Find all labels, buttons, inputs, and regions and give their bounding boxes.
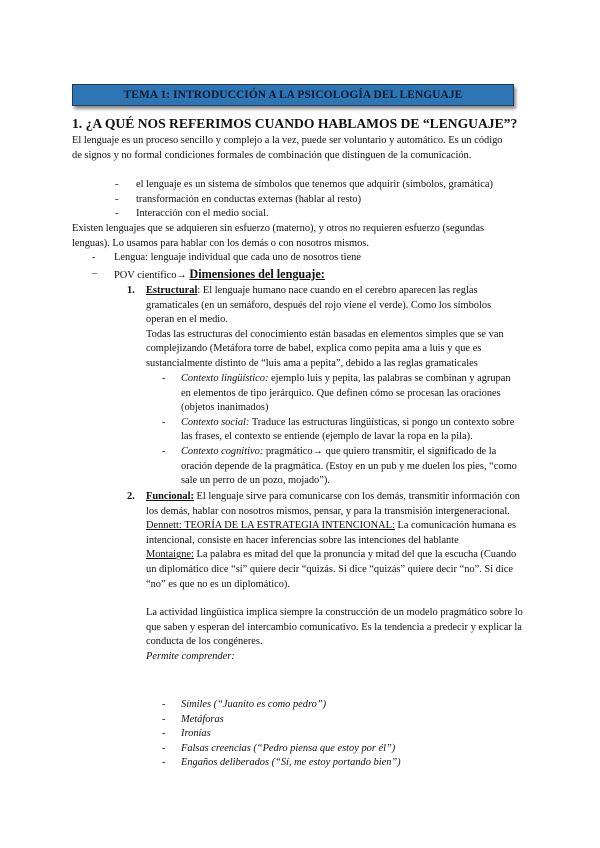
dimension-structural: Estructural: El lenguaje humano nace cuando en el cerebro aparecen las reglas gramaticales (en un semáforo, después del rojo viene el verde). Como los símbolos operan en el medio. Todas las estructuras del conocimiento están basadas en elementos simples que se van complejizando (Metáfora torre de babel, explica como pepita ama a luis y que es sustancialmente distinto de “luis ama a pepita”, debido a las reglas gramaticales bbox=[146, 284, 520, 372]
dimension-title: Estructural bbox=[146, 285, 198, 296]
list-item: - el lenguaje es un sistema de símbolos que tenemos que adquirir (símbolos, gramática) bbox=[115, 179, 493, 190]
list-item: - Contexto social: Traduce las estructuras lingüísticas, si pongo un contexto sobre las frases, el contexto se entiende (ejemplo de lavar la ropa en la pila). bbox=[162, 416, 515, 443]
list-item: - Lengua: lenguaje individual que cada uno de nosotros tiene bbox=[92, 252, 361, 263]
topic-title: TEMA 1: INTRODUCCIÓN A LA PSICOLOGÍA DEL LENGUAJE bbox=[123, 89, 463, 101]
montaigne-label: Montaigne: bbox=[146, 549, 194, 561]
dimension-functional: Funcional: El lenguaje sirve para comunicarse con los demás, transmitir información con los demás, hablar con nosotros mismos, pensar, y para la transmisión intergeneracional. Dennett: TEORÍA DE LA ESTRATEGIA INTENCIONAL: La comunicación humana es intencional, consiste en hacer inferencias sobre las intenciones del hablante Montaigne: La palabra es mitad del que la pronuncia y mitad del que la escucha (Cuando un diplomático dice “sí” quiere decir “quizás. Si dice “quizás” quiere decir “no”. Si dice “no” es que no es un diplomático). La actividad lingüística implica siempre la construcción de un modelo pragmático sobre lo que saben y esperan del intercambio comunicativo. Es la tendencia a predecir y explicar la conducta de los congéneres. Permite comprender: bbox=[146, 490, 526, 665]
dennett-label: Dennett: TEORÍA DE LA ESTRATEGIA INTENCIONAL: bbox=[146, 520, 395, 532]
list-item: – POV científico→ Dimensiones del lenguaje: bbox=[92, 266, 325, 281]
section-heading: 1. ¿A QUÉ NOS REFERIMOS CUANDO HABLAMOS DE “LENGUAJE”? bbox=[72, 116, 518, 131]
list-item: - Ironías bbox=[162, 728, 211, 740]
dimension-title: Funcional: bbox=[146, 491, 194, 502]
list-item: - Interacción con el medio social. bbox=[115, 208, 269, 220]
list-item: - Falsas creencias (“Pedro piensa que estoy por él”) bbox=[162, 742, 396, 754]
permite-label: Permite comprender: bbox=[146, 650, 235, 662]
list-item: - Contexto lingüístico: ejemplo luis y pepita, las palabras se combinan y agrupan en elementos de tipo jerárquico. Que definen cómo se procesan las oraciones (objetos inanimados) bbox=[162, 373, 511, 414]
context-list bbox=[162, 372, 522, 489]
dimension-extra: Todas las estructuras del conocimiento están basadas en elementos simples que se van complejizando (Metáfora torre de babel, explica como pepita ama a luis y que es sustancialmente distinto de “luis ama a pepita”, debido a las reglas gramaticales bbox=[146, 328, 504, 369]
intro-paragraph: El lenguaje es un proceso sencillo y complejo a la vez, puede ser voluntario y automático. Es un código de signos y no formal condiciones formales de combinación que distinguen de la comunicación. bbox=[72, 135, 503, 161]
dimension-number: 1. bbox=[127, 285, 135, 296]
list-item: - Contexto cognitivo: pragmático→ que quiero transmitir, el significado de la oración depende de la pragmática. (Estoy en un pub y me duelen los pies, “como sale un perro de un pozo, mojado”). bbox=[162, 445, 517, 487]
list-item: - Metáforas bbox=[162, 713, 224, 725]
dimensions-title: Dimensiones del lenguaje: bbox=[189, 266, 325, 281]
topic-title-banner bbox=[72, 84, 514, 106]
list-item: - transformación en conductas externas (hablar al resto) bbox=[115, 193, 362, 205]
dimension-number: 2. bbox=[127, 491, 135, 502]
permite-list bbox=[162, 698, 522, 771]
activity-paragraph: La actividad lingüística implica siempre la construcción de un modelo pragmático sobre lo que saben y esperan del intercambio comunicativo. Es la tendencia a predecir y explicar la conducta de los congéneres. bbox=[146, 607, 523, 648]
intro-list bbox=[115, 178, 535, 222]
acquisition-paragraph: Existen lenguajes que se adquieren sin esfuerzo (materno), y otros no requieren esfuerzo (segundas lenguas). Lo usamos para hablar con los demás o con nosotros mismos. bbox=[72, 223, 485, 249]
list-item: - Símiles (“Juanito es como pedro”) bbox=[162, 699, 327, 710]
lengua-list bbox=[92, 251, 512, 283]
list-item: - Engaños deliberados (“Sí, me estoy portando bien”) bbox=[162, 757, 401, 769]
